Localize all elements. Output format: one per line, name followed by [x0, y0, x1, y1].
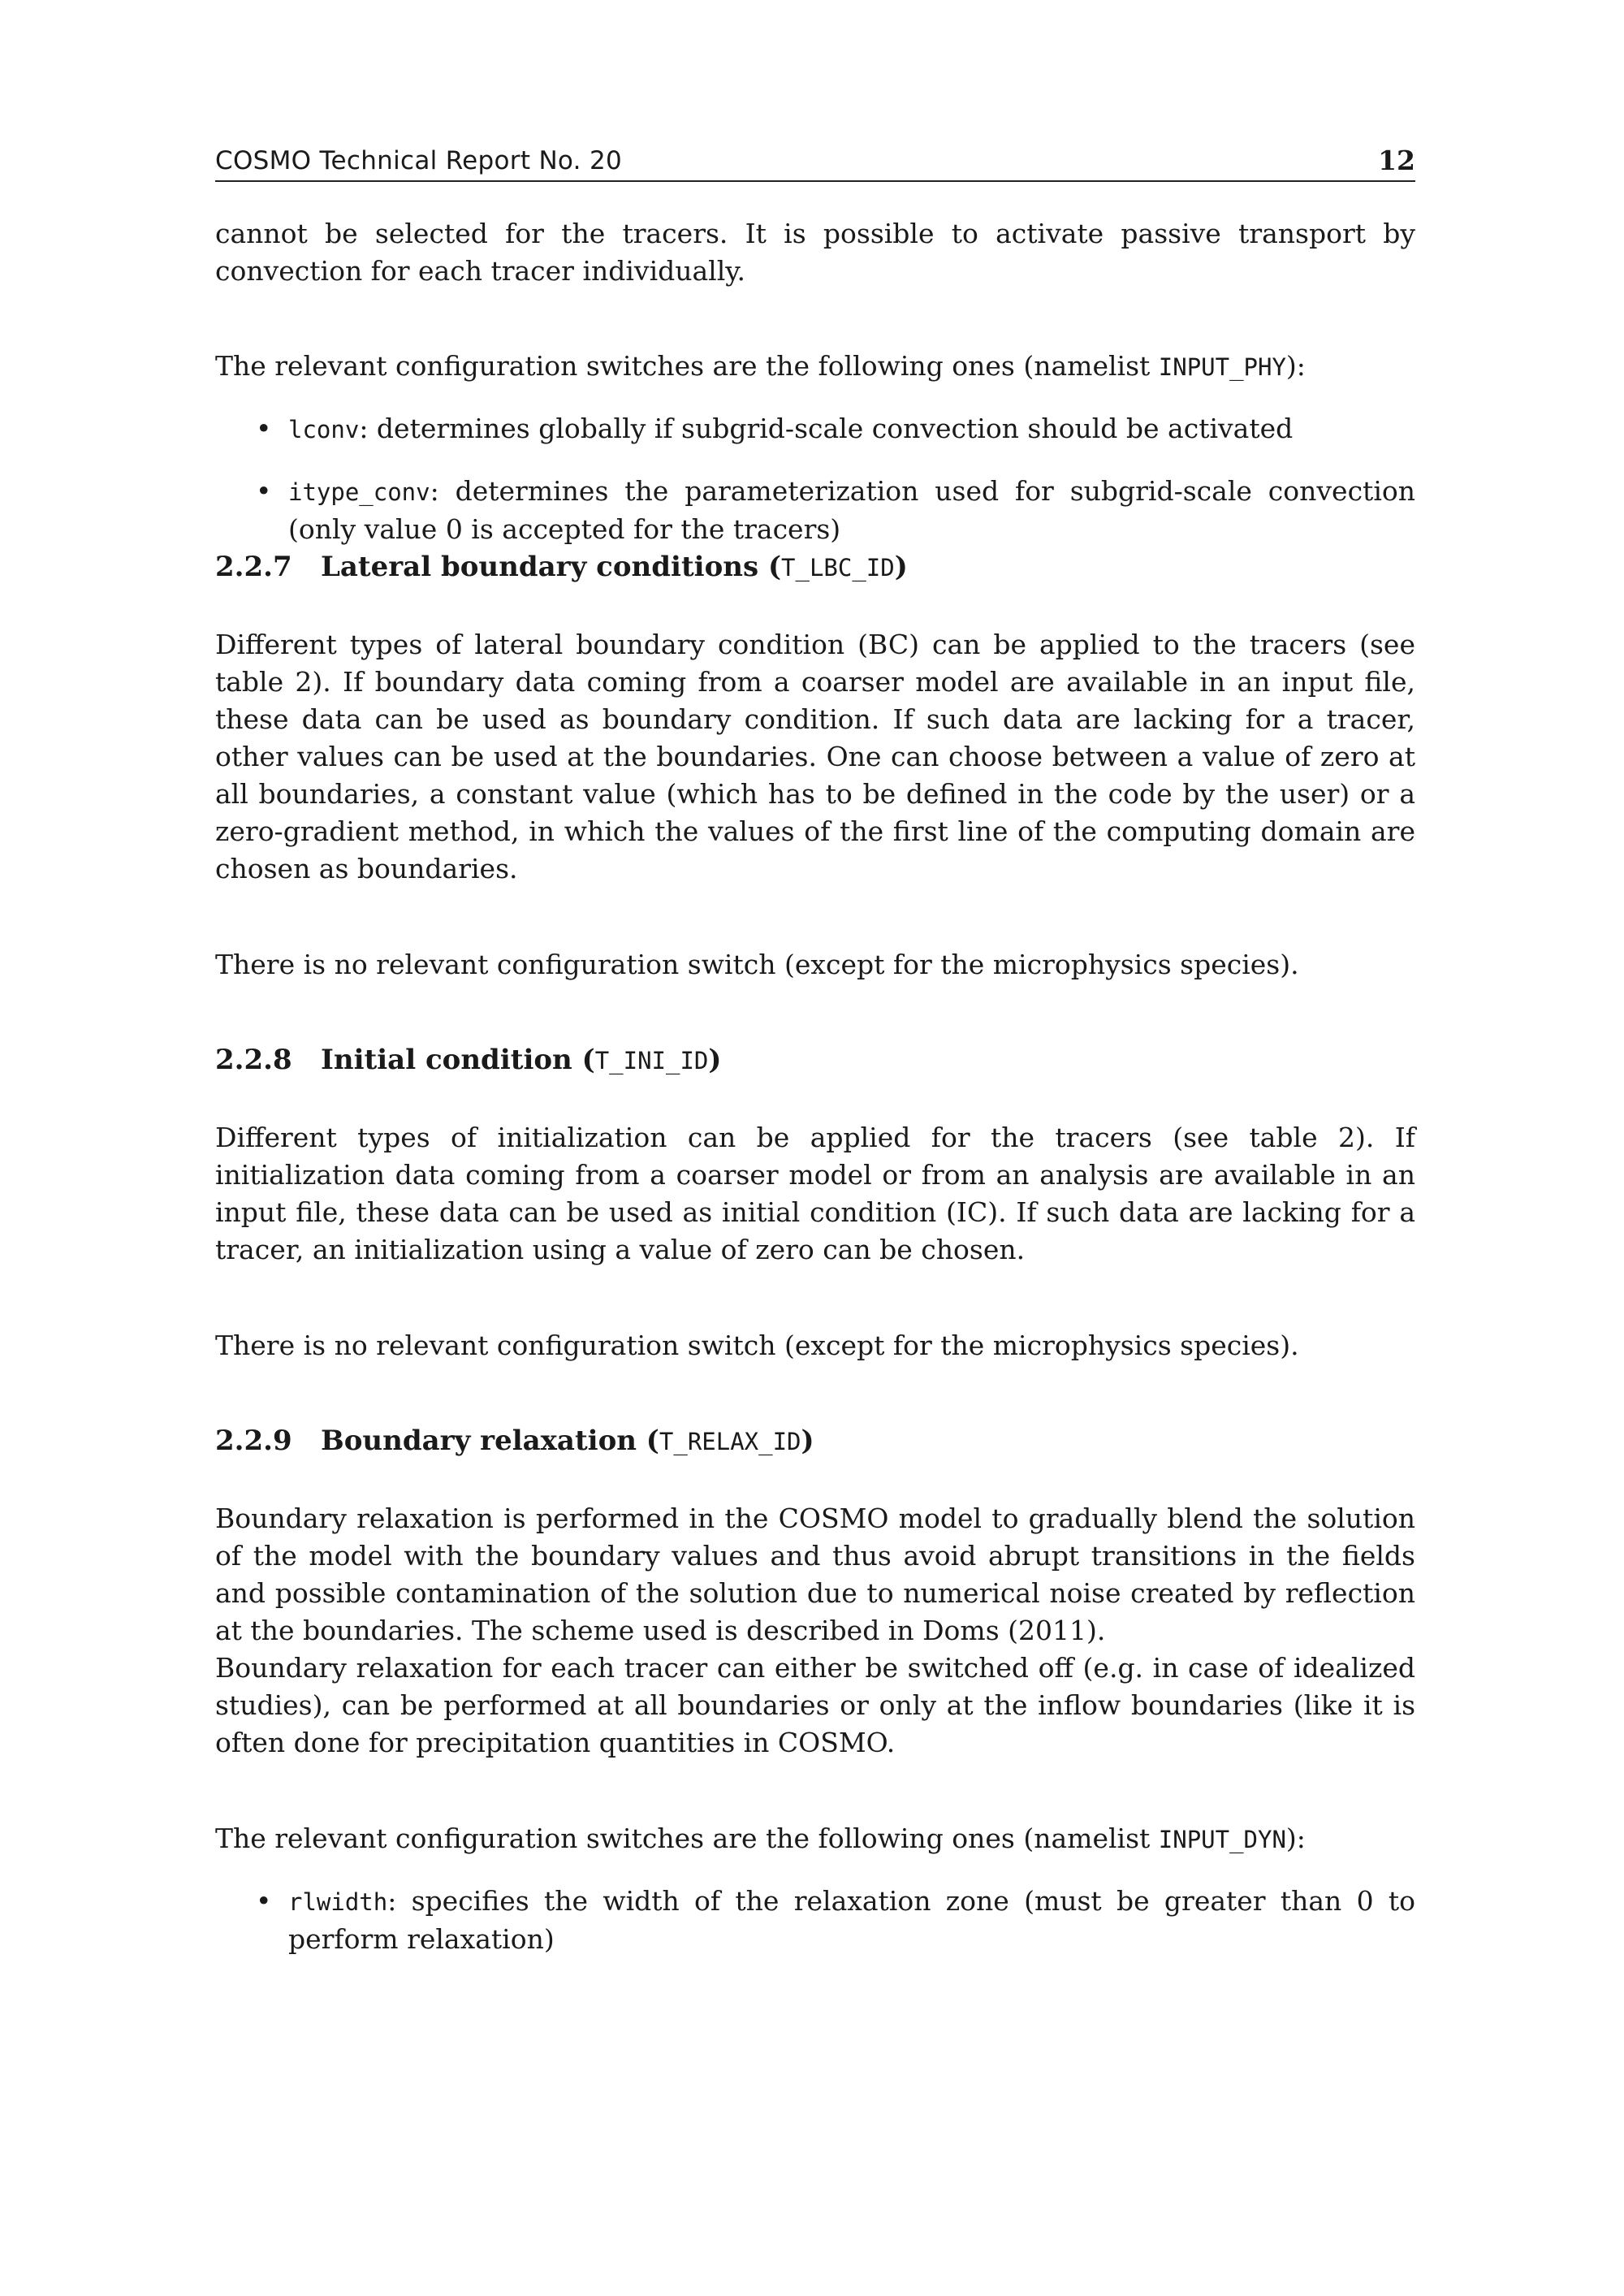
- switch-code: lconv: [288, 416, 360, 443]
- list-item: [215, 410, 1415, 448]
- switches-dyn-suffix: ):: [1285, 1823, 1306, 1854]
- section-number: 2.2.7: [215, 551, 292, 583]
- namelist-input-dyn: INPUT_DYN: [1158, 1826, 1286, 1853]
- page-header: [215, 143, 1415, 182]
- section-2-2-8-paragraph-1: Different types of initialization can be applied for the tracers (see table 2). If initialization data coming from a coarser model or from an analysis are available in an input file, these data can be used as initial condition (IC). If such data are lacking for a tracer, an initialization using a value of zero can be chosen.: [215, 1122, 1415, 1265]
- section-heading-2-2-8: [215, 1041, 1415, 1079]
- page-number: 12: [1378, 145, 1415, 176]
- page-body: [215, 215, 1415, 1958]
- bullet-icon: •: [256, 413, 272, 444]
- section-close: ): [708, 1044, 722, 1076]
- section-title: Initial condition (: [321, 1044, 595, 1076]
- section-code: T_RELAX_ID: [659, 1428, 801, 1455]
- switches-phy-suffix: ):: [1285, 350, 1306, 382]
- switch-description: : determines the parameterization used for subgrid-scale convection (only value 0 is accepted for the tracers): [288, 475, 1415, 545]
- section-number: 2.2.9: [215, 1425, 292, 1457]
- bullet-icon: •: [256, 475, 272, 507]
- switches-phy-prefix: The relevant configuration switches are the following ones (namelist: [215, 350, 1159, 382]
- switch-description: : determines globally if subgrid-scale convection should be activated: [359, 413, 1294, 444]
- switches-dyn-prefix: The relevant configuration switches are the following ones (namelist: [215, 1823, 1159, 1854]
- section-code: T_LBC_ID: [781, 554, 895, 582]
- section-2-2-7-paragraph-1: Different types of lateral boundary condition (BC) can be applied to the tracers (see table 2). If boundary data coming from a coarser model are available in an input file, these data can be used as boundary condition. If such data are lacking for a tracer, other values can be used at the boundaries. One can choose between a value of zero at all boundaries, a constant value (which has to be defined in the code by the user) or a zero-gradient method, in which the values of the first line of the computing domain are chosen as boundaries.: [215, 629, 1415, 884]
- section-number: 2.2.8: [215, 1044, 292, 1076]
- namelist-input-phy: INPUT_PHY: [1158, 353, 1286, 381]
- section-close: ): [894, 551, 908, 583]
- switch-description: : specifies the width of the relaxation zone (must be greater than 0 to perform relaxation): [288, 1885, 1415, 1955]
- section-title: Lateral boundary conditions (: [321, 551, 782, 583]
- section-close: ): [801, 1425, 814, 1457]
- switch-code: rlwidth: [288, 1888, 388, 1916]
- switches-phy-intro: [215, 348, 1415, 386]
- bullet-icon: •: [256, 1885, 272, 1917]
- report-title: COSMO Technical Report No. 20: [215, 146, 623, 175]
- section-2-2-8-paragraph-2: There is no relevant configuration switch (except for the microphysics species).: [215, 1330, 1299, 1361]
- section-heading-2-2-9: [215, 1422, 1415, 1460]
- switches-dyn-intro: [215, 1820, 1415, 1858]
- section-title: Boundary relaxation (: [321, 1425, 659, 1457]
- section-code: T_INI_ID: [594, 1047, 709, 1074]
- section-2-2-7-paragraph-2: There is no relevant configuration switch (except for the microphysics species).: [215, 949, 1299, 980]
- section-2-2-9-paragraph-2: Boundary relaxation for each tracer can either be switched off (e.g. in case of idealized studies), can be performed at all boundaries or only at the inflow boundaries (like it is often done for precipitation quantities in COSMO.: [215, 1652, 1415, 1758]
- list-item: [215, 473, 1415, 548]
- intro-paragraph: cannot be selected for the tracers. It is possible to activate passive transport by convection for each tracer individually.: [215, 218, 1415, 287]
- section-heading-2-2-7: [215, 548, 1415, 586]
- section-2-2-9-paragraph-1: Boundary relaxation is performed in the COSMO model to gradually blend the solution of the model with the boundary values and thus avoid abrupt transitions in the fields and possible contamination of the solution due to numerical noise created by reflection at the boundaries. The scheme used is described in Doms (2011).: [215, 1503, 1415, 1646]
- switches-phy-list: [215, 410, 1415, 548]
- switches-dyn-list: [215, 1883, 1415, 1958]
- list-item: [215, 1883, 1415, 1958]
- switch-code: itype_conv: [288, 478, 430, 506]
